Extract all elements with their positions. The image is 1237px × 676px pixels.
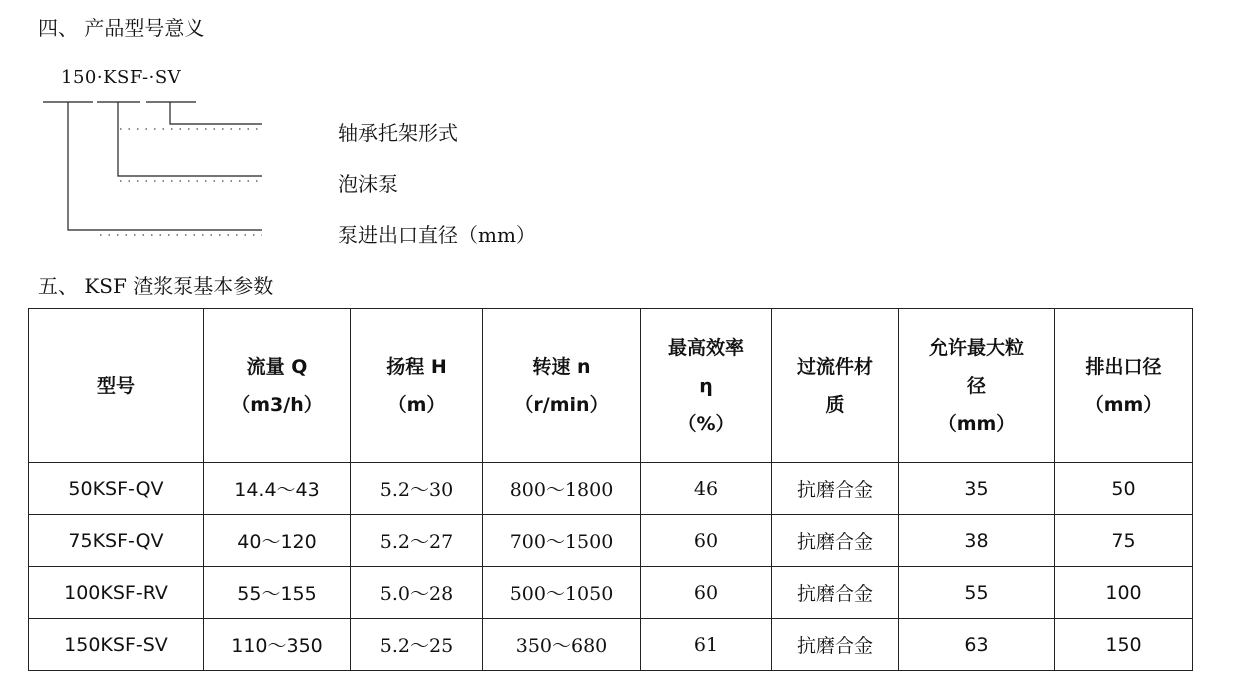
label-diameter: 泵进出口直径（mm）: [338, 223, 536, 247]
cell-material: 抗磨合金: [772, 619, 899, 671]
cell-head: 5.2～25: [351, 619, 483, 671]
cell-head: 5.2～30: [351, 463, 483, 515]
header-outlet-diameter: 排出口径 （mm）: [1055, 309, 1193, 463]
header-model: 型号: [29, 309, 204, 463]
cell-speed: 500～1050: [483, 567, 641, 619]
cell-speed: 700～1500: [483, 515, 641, 567]
cell-outlet: 50: [1055, 463, 1193, 515]
cell-flow: 110～350: [204, 619, 351, 671]
table-row: [29, 619, 1193, 671]
cell-speed: 350～680: [483, 619, 641, 671]
cell-head: 5.2～27: [351, 515, 483, 567]
cell-max-particle: 35: [899, 463, 1055, 515]
table-row: [29, 463, 1193, 515]
cell-efficiency: 60: [641, 515, 772, 567]
table-row: [29, 515, 1193, 567]
cell-max-particle: 38: [899, 515, 1055, 567]
header-efficiency: 最高效率 η （%）: [641, 309, 772, 463]
label-bracket-type: 轴承托架形式: [338, 121, 458, 145]
cell-max-particle: 55: [899, 567, 1055, 619]
cell-head: 5.0～28: [351, 567, 483, 619]
cell-model: 150KSF-SV: [29, 619, 204, 671]
cell-efficiency: 46: [641, 463, 772, 515]
section-5-heading: 五、 KSF 渣浆泵基本参数: [38, 274, 274, 298]
header-head: 扬程 H （m）: [351, 309, 483, 463]
table-row: [29, 567, 1193, 619]
cell-model: 100KSF-RV: [29, 567, 204, 619]
header-speed: 转速 n （r/min）: [483, 309, 641, 463]
table-header-row: [29, 309, 1193, 463]
cell-max-particle: 63: [899, 619, 1055, 671]
label-foam-pump: 泡沫泵: [338, 172, 398, 196]
leader-foam: [118, 102, 262, 176]
cell-efficiency: 60: [641, 567, 772, 619]
cell-flow: 14.4～43: [204, 463, 351, 515]
cell-efficiency: 61: [641, 619, 772, 671]
header-material: 过流件材 质: [772, 309, 899, 463]
cell-outlet: 100: [1055, 567, 1193, 619]
leader-diameter: [68, 102, 262, 230]
cell-material: 抗磨合金: [772, 515, 899, 567]
header-max-particle: 允许最大粒 径 （mm）: [899, 309, 1055, 463]
header-flow: 流量 Q （m3/h）: [204, 309, 351, 463]
leader-bracket: [170, 102, 262, 124]
cell-outlet: 75: [1055, 515, 1193, 567]
cell-speed: 800～1800: [483, 463, 641, 515]
cell-material: 抗磨合金: [772, 567, 899, 619]
parameter-table: [28, 308, 1193, 671]
cell-flow: 40～120: [204, 515, 351, 567]
section-4-heading: 四、 产品型号意义: [38, 16, 205, 40]
cell-model: 50KSF-QV: [29, 463, 204, 515]
cell-model: 75KSF-QV: [29, 515, 204, 567]
cell-flow: 55～155: [204, 567, 351, 619]
model-code: 150·KSF-·SV: [61, 67, 182, 88]
cell-material: 抗磨合金: [772, 463, 899, 515]
cell-outlet: 150: [1055, 619, 1193, 671]
